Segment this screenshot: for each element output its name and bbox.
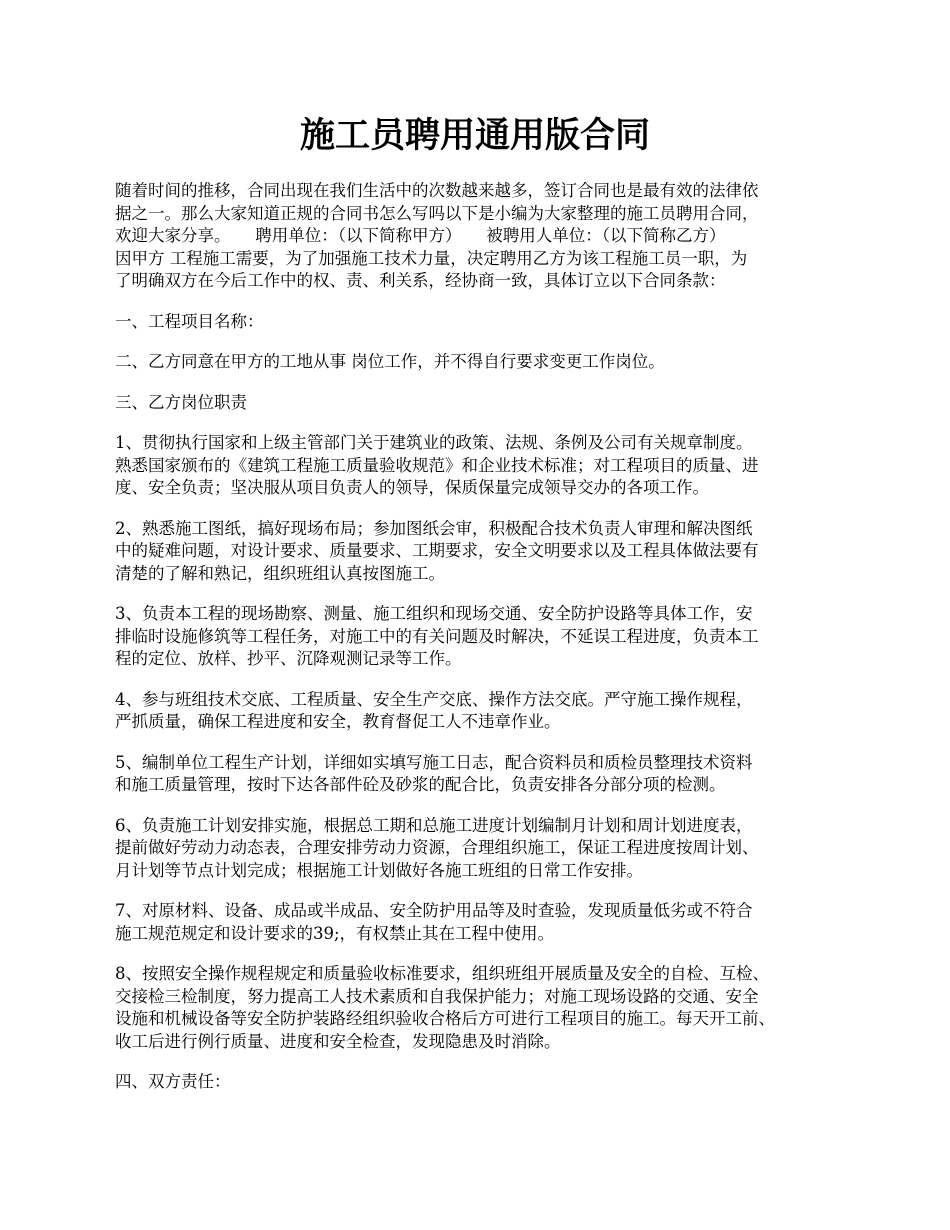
duty-item-5 bbox=[115, 752, 855, 797]
text-line: 交接检三检制度，努力提高工人技术素质和自我保护能力；对施工现场设路的交通、安全 bbox=[115, 986, 759, 1006]
duty-item-1 bbox=[115, 432, 855, 500]
paragraph-intro bbox=[115, 180, 855, 293]
duty-item-8 bbox=[115, 963, 855, 1053]
text-line: 5、编制单位工程生产计划，详细如实填写施工日志，配合资料员和质检员整理技术资料 bbox=[115, 752, 753, 772]
duty-item-2 bbox=[115, 518, 855, 586]
text-line: 中的疑难问题，对设计要求、质量要求、工期要求，安全文明要求以及工程具体做法要有 bbox=[115, 541, 759, 560]
text-line: 提前做好劳动力动态表，合理安排劳动力资源，合理组织施工，保证工程进度按周计划、 bbox=[115, 838, 759, 857]
text-line: 3、负责本工程的现场勘察、测量、施工组织和现场交通、安全防护设路等具体工作，安 bbox=[115, 604, 753, 623]
text-line: 度、安全负责；坚决服从项目负责人的领导，保质保量完成领导交办的各项工作。 bbox=[115, 478, 709, 497]
text-line: 4、参与班组技术交底、工程质量、安全生产交底、操作方法交底。严守施工操作规程， bbox=[115, 689, 753, 709]
text-line: 一、工程项目名称： bbox=[115, 311, 264, 331]
text-line: 四、双方责任： bbox=[115, 1072, 231, 1091]
duty-item-6 bbox=[115, 815, 855, 883]
text-line: 排临时设施修筑等工程任务，对施工中的有关问题及时解决，不延误工程进度，负责本工 bbox=[115, 626, 759, 646]
text-line: 欢迎大家分享。 聘用单位：（以下简称甲方） 被聘用人单位：（以下简称乙方） bbox=[115, 226, 726, 245]
text-line: 程的定位、放样、抄平、沉降观测记录等工作。 bbox=[115, 649, 462, 668]
text-line: 二、乙方同意在甲方的工地从事 岗位工作，并不得自行要求变更工作岗位。 bbox=[115, 352, 665, 371]
section-heading-position bbox=[115, 351, 855, 374]
text-line: 了明确双方在今后工作中的权、责、利关系，经协商一致，具体订立以下合同条款： bbox=[115, 271, 726, 290]
text-line: 设施和机械设备等安全防护装路经组织验收合格后方可进行工程项目的施工。每天开工前、 bbox=[115, 1009, 775, 1028]
section-heading-project-name bbox=[115, 311, 855, 334]
text-line: 严抓质量，确保工程进度和安全，教育督促工人不违章作业。 bbox=[115, 712, 561, 731]
document-title: 施工员聘用通用版合同 bbox=[299, 115, 650, 156]
text-line: 月计划等节点计划完成；根据施工计划做好各施工班组的日常工作安排。 bbox=[115, 860, 643, 880]
text-line: 三、乙方岗位职责 bbox=[115, 392, 247, 412]
text-line: 收工后进行例行质量、进度和安全检查，发现隐患及时消除。 bbox=[115, 1031, 561, 1051]
text-line: 据之一。那么大家知道正规的合同书怎么写吗以下是小编为大家整理的施工员聘用合同， bbox=[115, 203, 759, 223]
duty-item-3 bbox=[115, 603, 855, 671]
text-line: 7、对原材料、设备、成品或半成品、安全防护用品等及时查验，发现质量低劣或不符合 bbox=[115, 901, 753, 920]
text-line: 熟悉国家颁布的《建筑工程施工质量验收规范》和企业技术标准；对工程项目的质量、进 bbox=[115, 455, 759, 475]
document-body bbox=[115, 180, 855, 1112]
duty-item-7 bbox=[115, 900, 855, 945]
text-line: 施工规范规定和设计要求的39;，有权禁止其在工程中使用。 bbox=[115, 923, 555, 943]
text-line: 2、熟悉施工图纸，搞好现场布局；参加图纸会审，积极配合技术负责人审理和解决图纸 bbox=[115, 518, 753, 538]
duty-item-4 bbox=[115, 689, 855, 734]
text-line: 8、按照安全操作规程规定和质量验收标准要求，组织班组开展质量及安全的自检、互检、 bbox=[115, 964, 769, 983]
text-line: 随着时间的推移，合同出现在我们生活中的次数越来越多，签订合同也是最有效的法律依 bbox=[115, 181, 759, 200]
text-line: 和施工质量管理，按时下达各部件砼及砂浆的配合比，负责安排各分部分项的检测。 bbox=[115, 775, 726, 794]
text-line: 1、贯彻执行国家和上级主管部门关于建筑业的政策、法规、条例及公司有关规章制度。 bbox=[115, 433, 753, 452]
section-heading-duties bbox=[115, 392, 855, 415]
text-line: 清楚的了解和熟记，组织班组认真按图施工。 bbox=[115, 563, 445, 583]
section-heading-responsibilities bbox=[115, 1071, 855, 1094]
text-line: 因甲方 工程施工需要，为了加强施工技术力量，决定聘用乙方为该工程施工员一职，为 bbox=[115, 248, 748, 268]
text-line: 6、负责施工计划安排实施，根据总工期和总施工进度计划编制月计划和周计划进度表， bbox=[115, 815, 753, 835]
